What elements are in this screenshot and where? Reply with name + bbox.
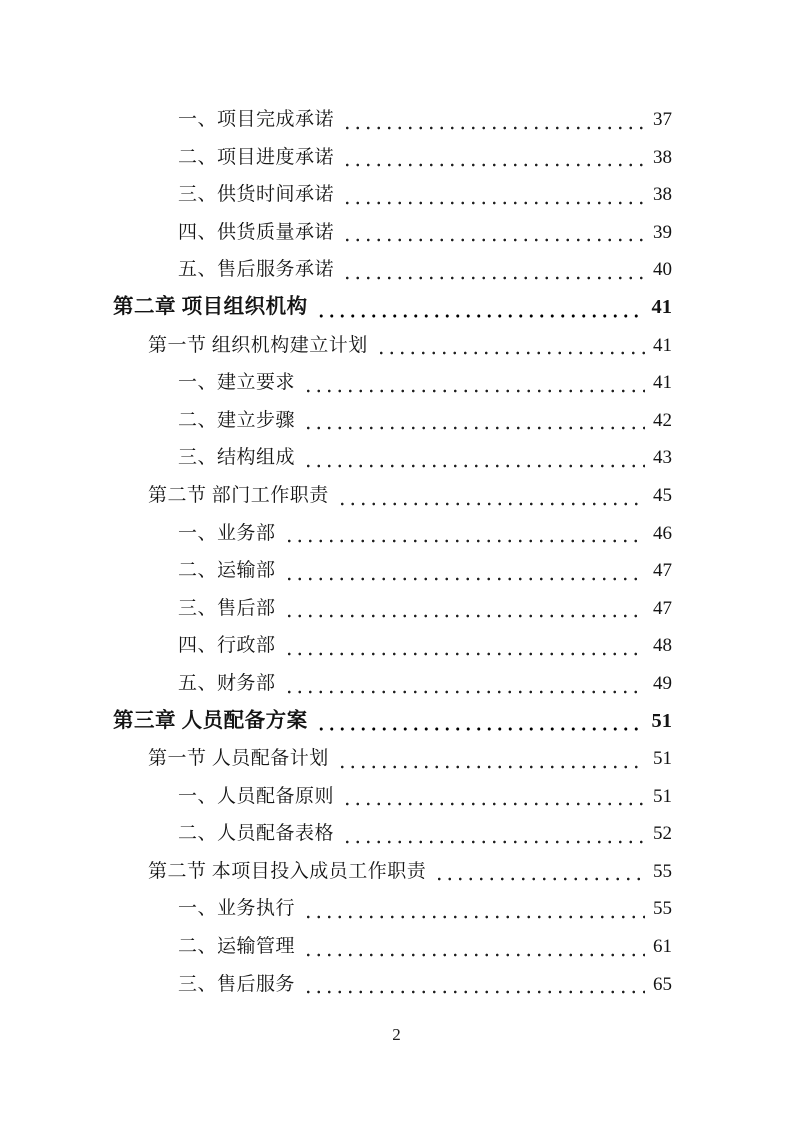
toc-entry[interactable] <box>113 402 672 440</box>
toc-entry-page-number: 37 <box>653 109 672 130</box>
toc-entry[interactable] <box>113 815 672 853</box>
toc-entry-page-number: 38 <box>653 184 672 206</box>
toc-entry-page-number: 41 <box>653 372 672 394</box>
toc-entry[interactable] <box>113 364 672 402</box>
toc-entry-page-number: 47 <box>653 560 672 582</box>
toc-entry-page-number: 55 <box>653 898 672 920</box>
dotted-leader <box>342 815 645 853</box>
toc-entry[interactable] <box>113 590 672 628</box>
dotted-leader <box>303 439 645 477</box>
toc-entry-label: 三、结构组成 <box>178 447 296 469</box>
toc-entry[interactable] <box>113 327 672 365</box>
toc-entry-label: 五、财务部 <box>178 672 276 694</box>
dotted-leader <box>342 101 645 139</box>
toc-entry-label: 三、售后服务 <box>178 973 296 995</box>
toc-entry[interactable] <box>113 703 672 741</box>
dotted-leader <box>337 740 645 778</box>
toc-entry-label: 二、运输部 <box>178 560 276 582</box>
toc-entry-label: 一、项目完成承诺 <box>178 109 335 130</box>
toc-entry-page-number: 61 <box>653 936 672 958</box>
toc-entry-page-number: 40 <box>653 259 672 281</box>
toc-entry[interactable] <box>113 251 672 289</box>
toc-entry-page-number: 39 <box>653 221 672 243</box>
table-of-contents <box>113 101 672 1003</box>
dotted-leader <box>303 364 645 402</box>
toc-entry-label: 第一节 人员配备计划 <box>148 748 329 770</box>
toc-entry-label: 二、项目进度承诺 <box>178 146 335 168</box>
footer-page-number: 2 <box>392 1025 401 1044</box>
toc-entry-label: 二、建立步骤 <box>178 409 296 431</box>
toc-entry-page-number: 49 <box>653 672 672 694</box>
toc-entry-page-number: 46 <box>653 522 672 544</box>
toc-entry[interactable] <box>113 214 672 252</box>
toc-entry[interactable] <box>113 439 672 477</box>
dotted-leader <box>337 477 645 515</box>
dotted-leader <box>342 176 645 214</box>
toc-entry-page-number: 47 <box>653 597 672 619</box>
dotted-leader <box>303 966 645 1004</box>
toc-entry-page-number: 43 <box>653 447 672 469</box>
dotted-leader <box>434 853 645 891</box>
toc-entry-page-number: 51 <box>651 709 672 732</box>
toc-entry-label: 第一节 组织机构建立计划 <box>148 334 368 356</box>
dotted-leader <box>284 590 645 628</box>
dotted-leader <box>284 665 645 703</box>
toc-entry[interactable] <box>113 515 672 553</box>
toc-entry[interactable] <box>113 552 672 590</box>
toc-entry-page-number: 38 <box>653 146 672 168</box>
toc-entry-label: 二、运输管理 <box>178 936 296 958</box>
dotted-leader <box>342 139 645 177</box>
dotted-leader <box>303 928 645 966</box>
toc-entry-label: 第二节 本项目投入成员工作职责 <box>148 860 427 882</box>
toc-entry[interactable] <box>113 740 672 778</box>
toc-entry[interactable] <box>113 966 672 1004</box>
dotted-leader <box>376 327 645 365</box>
toc-entry-label: 二、人员配备表格 <box>178 823 335 845</box>
toc-entry-page-number: 41 <box>651 295 672 318</box>
toc-entry[interactable] <box>113 778 672 816</box>
dotted-leader <box>316 289 645 327</box>
toc-entry-label: 五、售后服务承诺 <box>178 259 335 281</box>
toc-entry[interactable] <box>113 477 672 515</box>
toc-entry-label: 第二章 项目组织机构 <box>113 295 308 318</box>
toc-entry[interactable] <box>113 627 672 665</box>
toc-entry[interactable] <box>113 176 672 214</box>
dotted-leader <box>284 627 645 665</box>
toc-entry-label: 一、建立要求 <box>178 372 296 394</box>
dotted-leader <box>342 214 645 252</box>
toc-entry[interactable] <box>113 928 672 966</box>
dotted-leader <box>342 778 645 816</box>
toc-entry-label: 第三章 人员配备方案 <box>113 709 308 732</box>
toc-entry-label: 四、供货质量承诺 <box>178 221 335 243</box>
toc-entry[interactable] <box>113 101 672 139</box>
toc-entry[interactable] <box>113 139 672 177</box>
toc-entry-label: 三、供货时间承诺 <box>178 184 335 206</box>
toc-entry-page-number: 55 <box>653 860 672 882</box>
toc-entry-label: 三、售后部 <box>178 597 276 619</box>
toc-entry-page-number: 48 <box>653 635 672 657</box>
toc-entry-label: 一、业务部 <box>178 522 276 544</box>
toc-entry[interactable] <box>113 665 672 703</box>
toc-entry[interactable] <box>113 289 672 327</box>
dotted-leader <box>303 402 645 440</box>
dotted-leader <box>316 703 645 741</box>
dotted-leader <box>303 890 645 928</box>
toc-entry-page-number: 51 <box>653 748 672 770</box>
dotted-leader <box>284 552 645 590</box>
toc-entry-page-number: 51 <box>653 785 672 807</box>
dotted-leader <box>342 251 645 289</box>
dotted-leader <box>284 515 645 553</box>
toc-entry-label: 四、行政部 <box>178 635 276 657</box>
toc-entry[interactable] <box>113 853 672 891</box>
toc-entry-page-number: 52 <box>653 823 672 845</box>
toc-entry-label: 第二节 部门工作职责 <box>148 484 329 506</box>
toc-entry-page-number: 65 <box>653 973 672 995</box>
toc-entry-page-number: 41 <box>653 334 672 356</box>
toc-entry-page-number: 42 <box>653 409 672 431</box>
toc-entry[interactable] <box>113 890 672 928</box>
toc-entry-label: 一、业务执行 <box>178 898 296 920</box>
toc-entry-page-number: 45 <box>653 484 672 506</box>
toc-entry-label: 一、人员配备原则 <box>178 785 335 807</box>
